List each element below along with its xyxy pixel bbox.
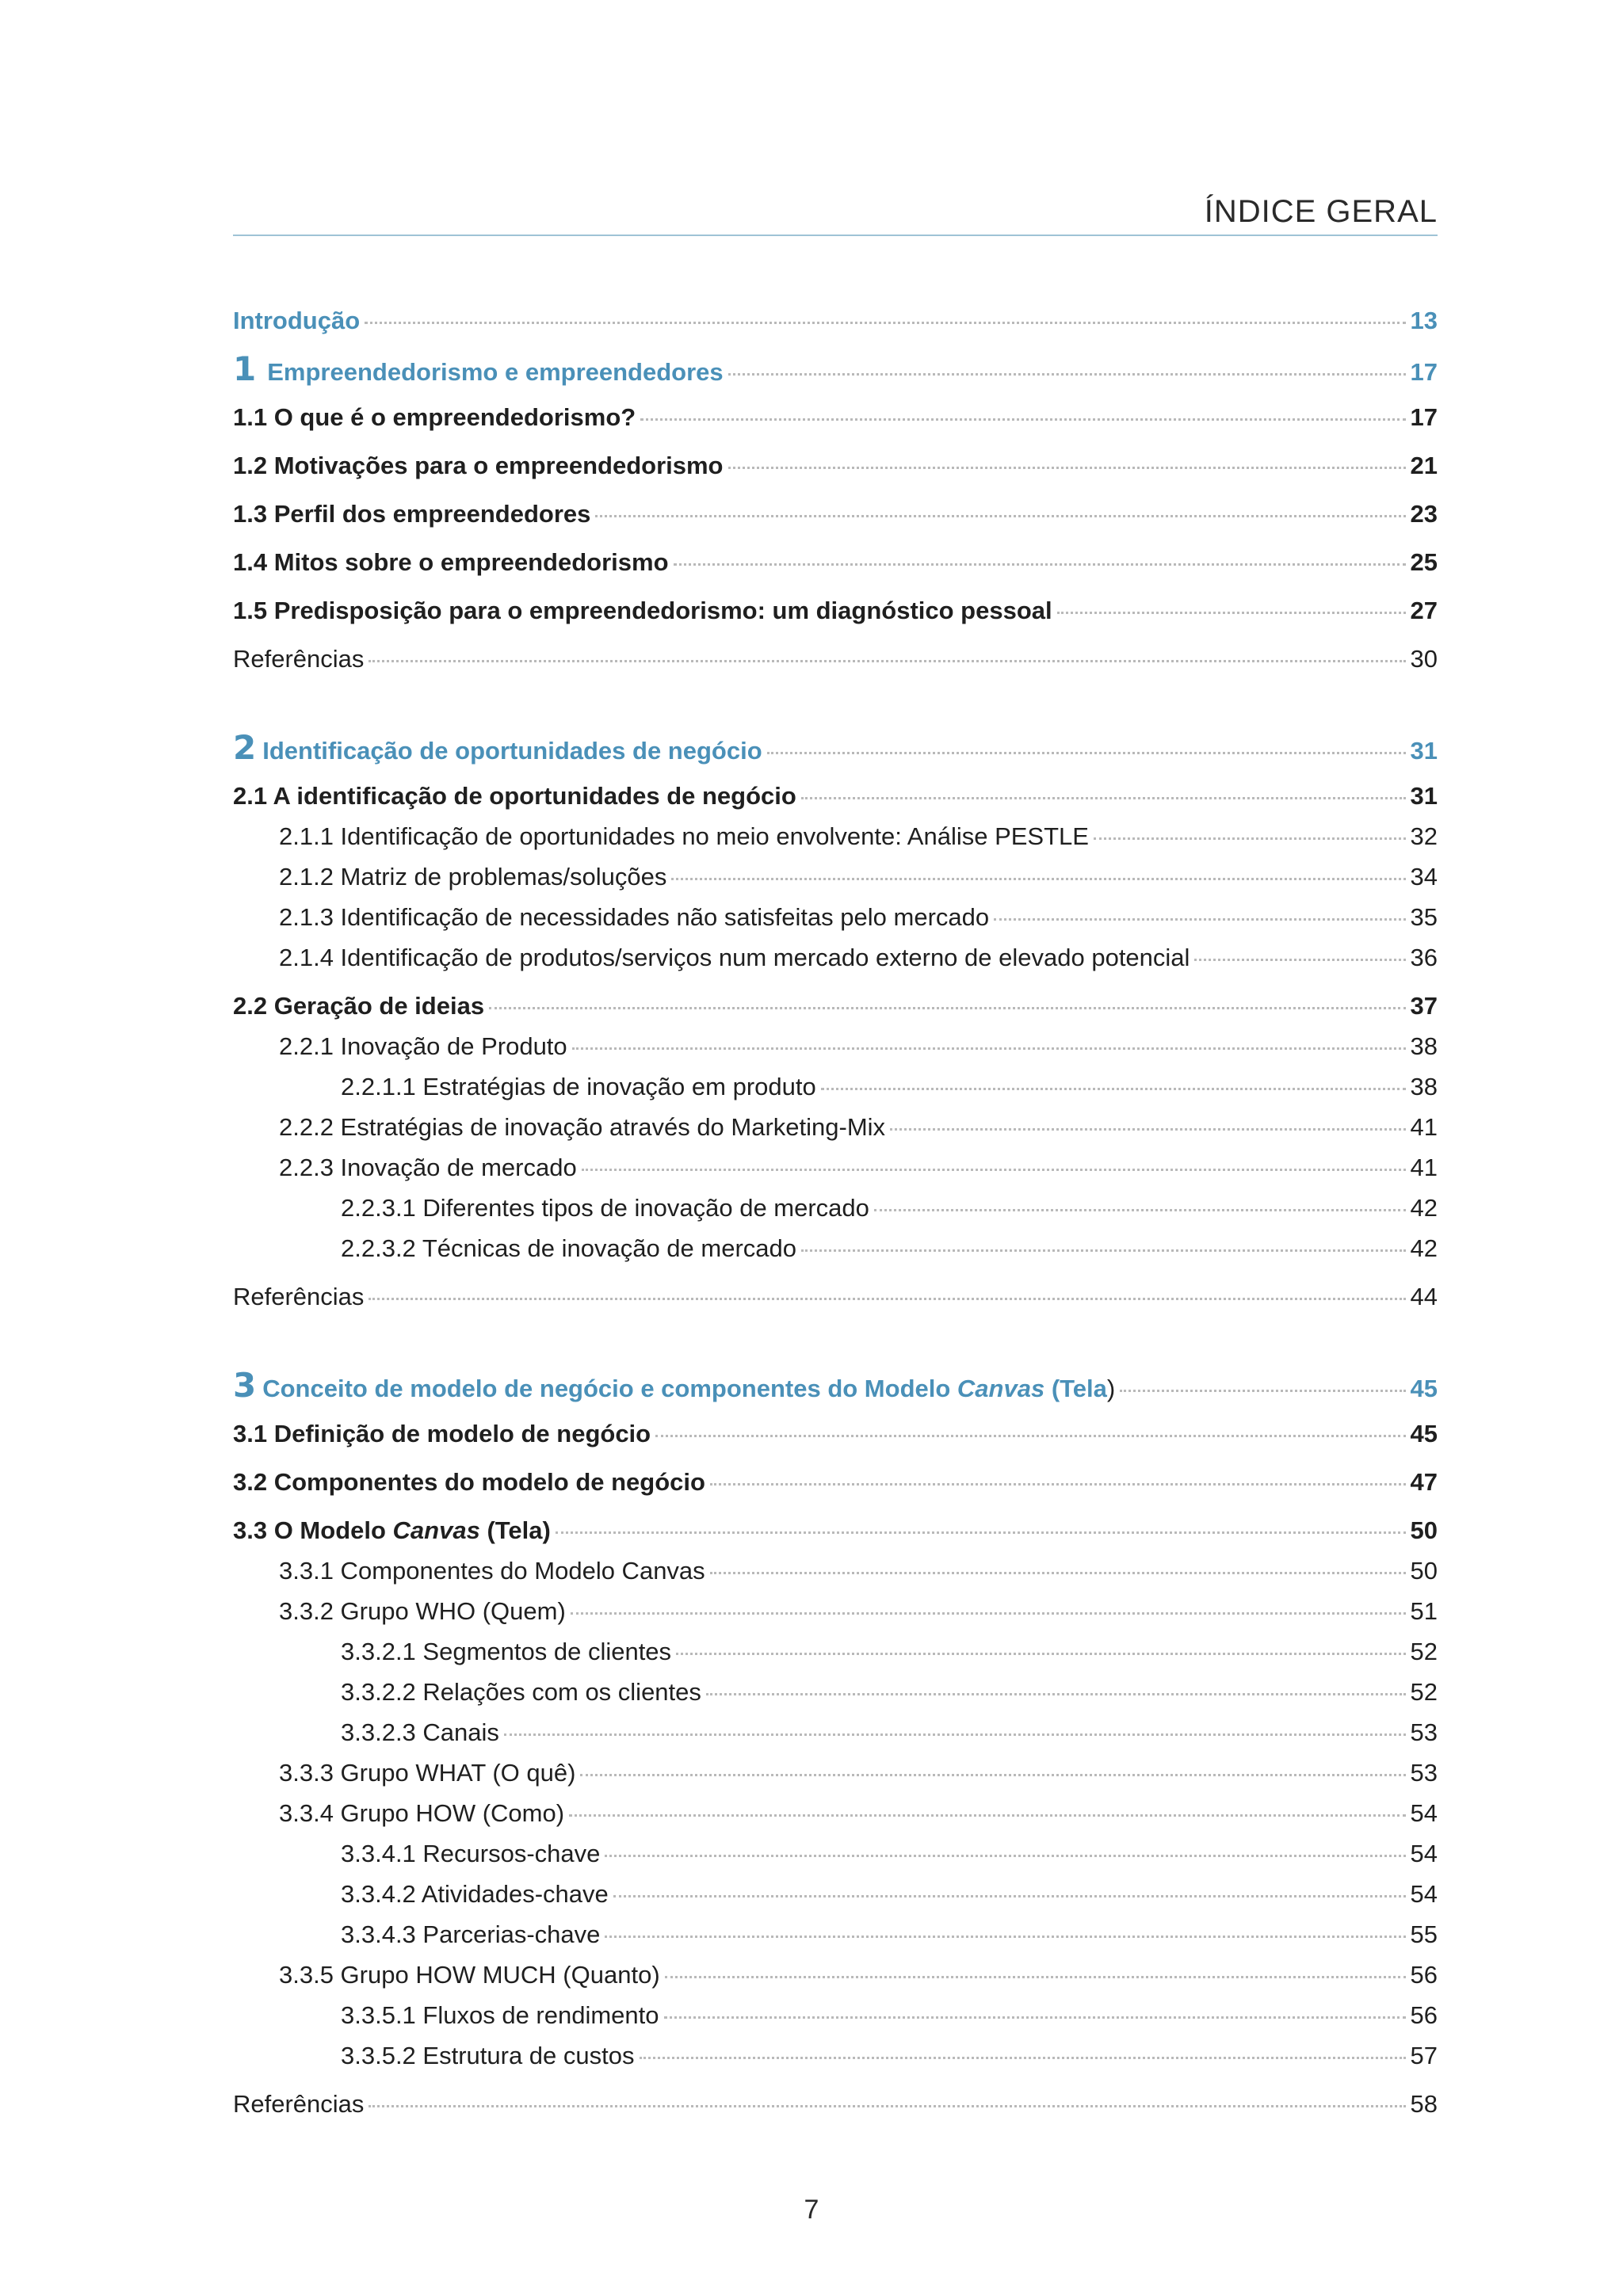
dot-leader [890,1128,1405,1131]
toc-entry[interactable] [279,1110,1438,1145]
dot-leader [569,1814,1405,1817]
toc-label: 2.2.1.1 Estratégias de inovação em produto [341,1073,816,1100]
toc-page-number: 36 [1410,944,1438,971]
dot-leader [728,373,1406,376]
toc-label: 3.3.5.2 Estrutura de custos [341,2042,635,2069]
dot-leader [556,1531,1406,1534]
toc-entry[interactable] [341,1917,1438,1952]
toc-page-number: 52 [1410,1638,1438,1665]
toc-page-number: 50 [1410,1516,1438,1544]
toc-label-italic: Canvas [392,1516,480,1544]
toc-entry[interactable] [233,1513,1438,1548]
toc-page-number: 54 [1410,1799,1438,1827]
dot-leader [1057,612,1406,614]
toc-entry[interactable] [341,1715,1438,1750]
toc-page-number: 50 [1410,1557,1438,1585]
toc-page-number: 34 [1410,863,1438,891]
dot-leader [369,2105,1405,2107]
toc-page-number: 30 [1410,645,1438,673]
dot-leader [605,1855,1405,1857]
toc-entry[interactable] [233,989,1438,1024]
dot-leader [874,1209,1406,1211]
chapter-title-suffix: (Tela [1044,1375,1107,1402]
toc-page-number: 35 [1410,903,1438,931]
toc-entry[interactable] [279,1029,1438,1064]
chapter-number: 3 [233,1366,257,1405]
toc-entry[interactable] [279,1796,1438,1831]
toc-label: 3.3.2 Grupo WHO (Quem) [279,1597,566,1625]
chapter-number: 1 [233,349,257,388]
toc-entry[interactable] [233,497,1438,532]
toc-label: Referências [233,645,365,673]
toc-label: 2.2.3.2 Técnicas de inovação de mercado [341,1234,797,1262]
toc-page-number: 44 [1410,1283,1438,1310]
toc-entry[interactable] [279,900,1438,935]
toc-entry[interactable] [279,940,1438,975]
toc-entry-references[interactable] [233,1280,1438,1314]
toc-page-number: 45 [1410,1420,1438,1447]
toc-label: 2.1.1 Identificação de oportunidades no meio envolvente: Análise PESTLE [279,822,1089,850]
toc-label: 2.2.2 Estratégias de inovação através do Marketing-Mix [279,1113,886,1141]
toc-label: 3.3.4.1 Recursos-chave [341,1840,601,1867]
dot-leader [676,1653,1405,1655]
toc-page-number: 56 [1410,1961,1438,1989]
dot-leader [369,1298,1405,1300]
dot-leader [821,1088,1406,1090]
dot-leader [674,563,1406,566]
dot-leader [613,1895,1406,1897]
toc-label: Referências [233,1283,365,1310]
toc-label: 3.3.3 Grupo WHAT (O quê) [279,1759,576,1787]
toc-label: 3.3.4.3 Parcerias-chave [341,1920,601,1948]
toc-entry[interactable] [341,1231,1438,1266]
toc-label: 3.3.1 Componentes do Modelo Canvas [279,1557,705,1585]
toc-page-number: 57 [1410,2042,1438,2069]
toc-entry[interactable] [233,1465,1438,1500]
toc-label: 1.3 Perfil dos empreendedores [233,500,591,528]
dot-leader [640,418,1405,421]
toc-label: 3.3.2.1 Segmentos de clientes [341,1638,672,1665]
toc-chapter-2[interactable] [233,730,1438,765]
toc-entry[interactable] [279,1756,1438,1791]
toc-label: 3.3.5.1 Fluxos de rendimento [341,2001,659,2029]
toc-page-number: 55 [1410,1920,1438,1948]
toc-label: 2.2.3.1 Diferentes tipos de inovação de mercado [341,1194,869,1222]
dot-leader [580,1774,1405,1776]
dot-leader [365,322,1405,324]
chapter-number: 2 [233,728,257,767]
toc-label: 2.2.1 Inovação de Produto [279,1032,567,1060]
page-header [233,187,1438,236]
toc-label: 3.3.4.2 Atividades-chave [341,1880,609,1908]
toc-label: 3.1 Definição de modelo de negócio [233,1420,651,1447]
page-number: 7 [804,2195,819,2225]
dot-leader [369,660,1405,662]
toc-label: Referências [233,2090,365,2118]
toc-page-number: 41 [1410,1154,1438,1181]
toc-entry-references[interactable] [233,642,1438,677]
dot-leader [671,878,1405,880]
toc-label: 1.2 Motivações para o empreendedorismo [233,452,724,479]
toc-entry[interactable] [279,1150,1438,1185]
dot-leader [595,515,1405,517]
dot-leader [640,2057,1406,2059]
toc-page-number: 42 [1410,1194,1438,1222]
toc-entry[interactable] [279,1958,1438,1993]
toc-entry[interactable] [341,1191,1438,1226]
toc-label: 2.1.2 Matriz de problemas/soluções [279,863,667,891]
toc-label: 3.3.2.2 Relações com os clientes [341,1678,701,1706]
dot-leader [1194,959,1405,961]
toc-entry[interactable] [341,1070,1438,1104]
dot-leader [728,467,1406,469]
toc-page-number: 21 [1410,452,1438,479]
toc-page-number: 37 [1410,992,1438,1020]
dot-leader [706,1693,1406,1695]
toc-entry[interactable] [341,1634,1438,1669]
chapter-title: Conceito de modelo de negócio e componentes do Modelo [262,1375,957,1402]
toc-label: 2.1.3 Identificação de necessidades não satisfeitas pelo mercado [279,903,990,931]
dot-leader [710,1572,1406,1574]
dot-leader [1094,837,1406,840]
toc-label: 3.3.2.3 Canais [341,1718,499,1746]
toc-page-number: 32 [1410,822,1438,850]
toc-page-number: 45 [1410,1375,1438,1402]
dot-leader [572,1047,1406,1050]
dot-leader [504,1733,1406,1736]
toc-page-number: 38 [1410,1032,1438,1060]
chapter-title: Empreendedorismo e empreendedores [267,358,724,386]
toc-page-number: 38 [1410,1073,1438,1100]
toc-label: Introdução [233,307,361,334]
toc-page-number: 58 [1410,2090,1438,2118]
toc-entry[interactable] [279,1554,1438,1589]
toc-label: 3.3.4 Grupo HOW (Como) [279,1799,565,1827]
toc-entry[interactable] [341,2039,1438,2073]
toc-page-number: 54 [1410,1840,1438,1867]
toc-chapter-3[interactable] [233,1368,1438,1403]
toc-label: 1.5 Predisposição para o empreendedorismo: um diagnóstico pessoal [233,597,1052,624]
toc-page-number: 51 [1410,1597,1438,1625]
chapter-title-italic: Canvas [957,1375,1045,1402]
toc-label: 2.1.4 Identificação de produtos/serviços num mercado externo de elevado potencial [279,944,1190,971]
toc-entry[interactable] [279,819,1438,854]
toc-label: 3.2 Componentes do modelo de negócio [233,1468,705,1496]
toc-entry[interactable] [233,448,1438,483]
toc-page-number: 13 [1410,307,1438,334]
toc-page-number: 53 [1410,1759,1438,1787]
toc-label: 3.3 O Modelo [233,1516,393,1544]
toc-entry-intro[interactable] [233,303,1438,338]
toc-page-number: 31 [1410,737,1438,765]
toc-page-number: 47 [1410,1468,1438,1496]
toc-label: 2.2.3 Inovação de mercado [279,1154,577,1181]
dot-leader [801,797,1406,799]
toc-label: 2.1 A identificação de oportunidades de negócio [233,782,796,810]
toc-page-number: 25 [1410,548,1438,576]
toc-page-number: 23 [1410,500,1438,528]
dot-leader [710,1483,1406,1486]
toc-page-number: 52 [1410,1678,1438,1706]
toc-label: 1.1 O que é o empreendedorismo? [233,403,636,431]
toc-entry[interactable] [233,545,1438,580]
page-title: ÍNDICE GERAL [1204,194,1438,229]
toc-page-number: 17 [1410,358,1438,386]
dot-leader [994,918,1405,921]
toc-entry[interactable] [341,1877,1438,1912]
toc-entry-references[interactable] [233,2087,1438,2122]
toc-page-number: 17 [1410,403,1438,431]
dot-leader [655,1435,1405,1437]
toc-entry[interactable] [233,779,1438,814]
toc-page-number: 27 [1410,597,1438,624]
toc-entry[interactable] [233,1417,1438,1451]
dot-leader [801,1249,1406,1252]
toc-entry[interactable] [279,860,1438,894]
toc-label: 1.4 Mitos sobre o empreendedorismo [233,548,669,576]
toc-label-suffix: (Tela) [479,1516,551,1544]
dot-leader [571,1612,1406,1615]
toc-entry[interactable] [341,1998,1438,2033]
toc-entry[interactable] [279,1594,1438,1629]
toc-entry[interactable] [233,593,1438,628]
toc-page-number: 56 [1410,2001,1438,2029]
toc-entry[interactable] [341,1675,1438,1710]
toc-page-number: 54 [1410,1880,1438,1908]
chapter-title-tail: ) [1106,1375,1116,1402]
toc-label: 2.2 Geração de ideias [233,992,485,1020]
toc-chapter-1[interactable] [233,349,1438,388]
toc-label: 3.3.5 Grupo HOW MUCH (Quanto) [279,1961,660,1989]
dot-leader [582,1169,1406,1171]
dot-leader [489,1007,1405,1009]
dot-leader [664,2016,1406,2019]
toc-page-number: 53 [1410,1718,1438,1746]
toc-page-number: 41 [1410,1113,1438,1141]
dot-leader [1120,1390,1405,1392]
chapter-title: Identificação de oportunidades de negócio [262,737,762,765]
toc-entry[interactable] [233,400,1438,435]
dot-leader [767,752,1406,754]
toc-page-number: 31 [1410,782,1438,810]
toc-entry[interactable] [341,1836,1438,1871]
toc-page-number: 42 [1410,1234,1438,1262]
dot-leader [665,1976,1406,1978]
dot-leader [605,1936,1405,1938]
